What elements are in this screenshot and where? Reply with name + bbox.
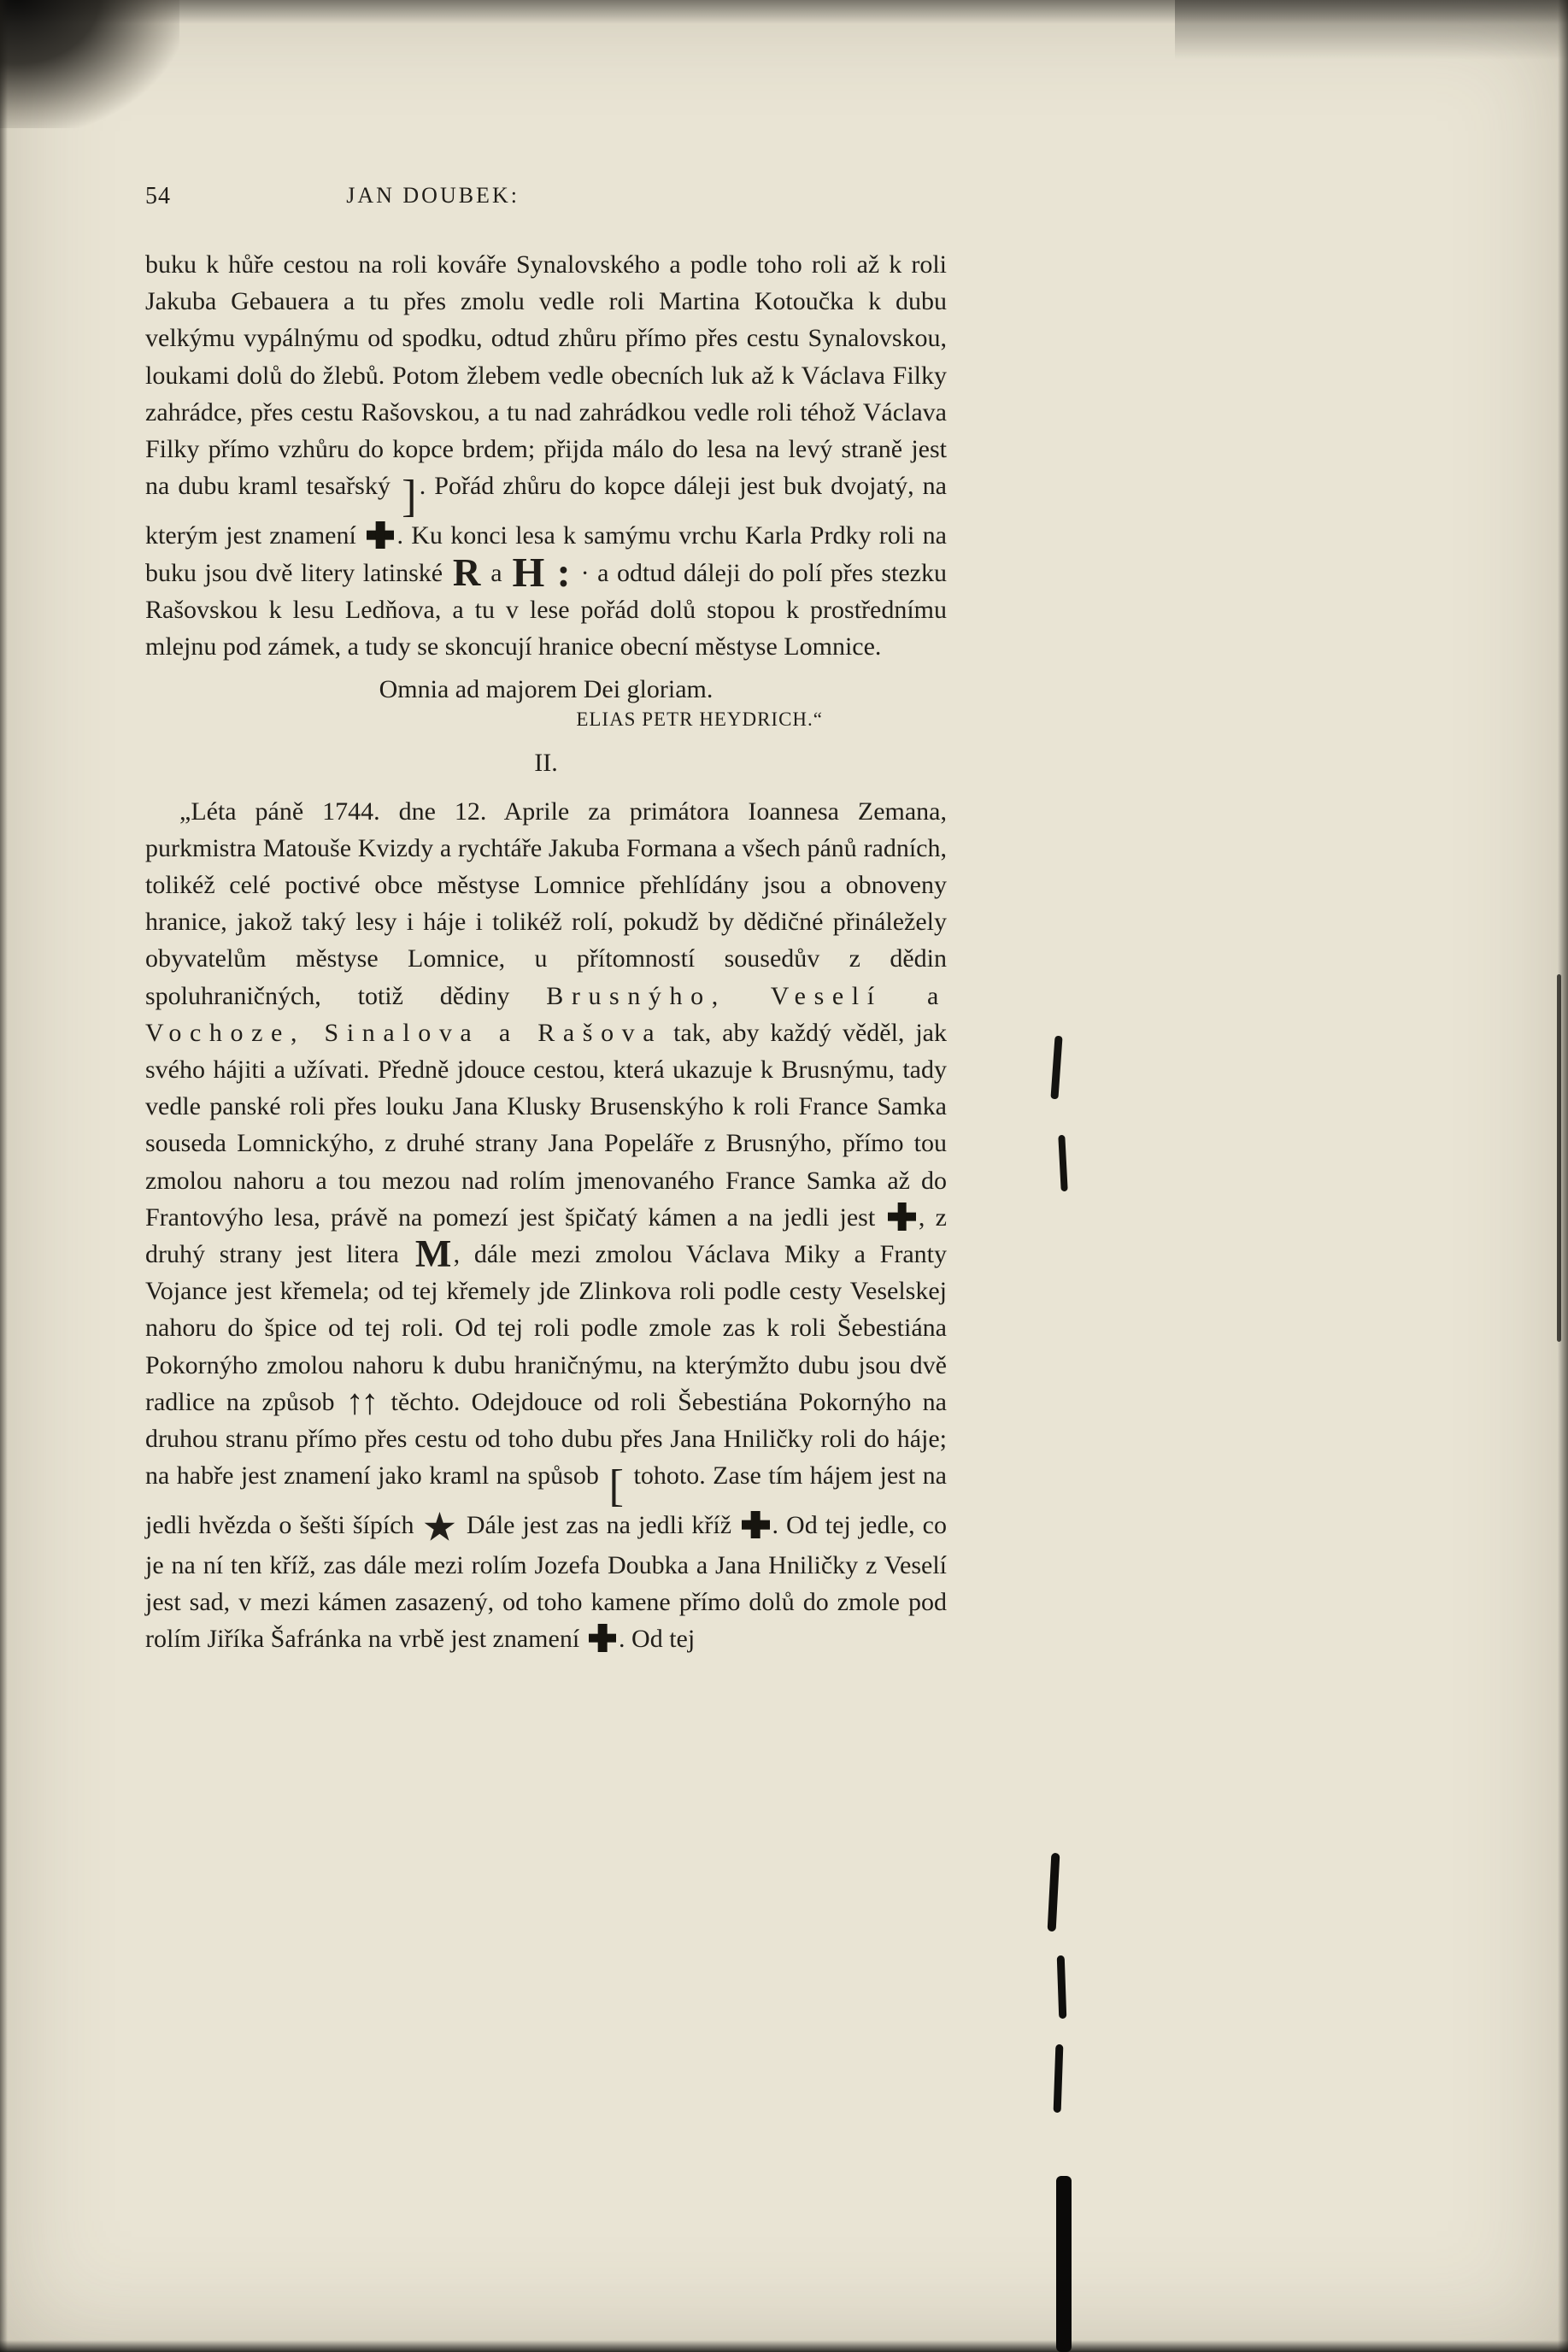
body-text: „Léta páně 1744. dne 12. Aprile za primátora Ioannesa Zemana, purkmistra Matouše Kvizdy a rychtáře Jakuba Formana a všech pánů radních, tolikéž celé poctivé obce městyse Lomnice přehlídány jsou a obnoveny hranice, jakož taký lesy i háje i tolikéž rolí, pokudž by dědičné přináležely obyvatelům městyse Lomnice, u přítomností sousedův z dědin spoluhraničných, totiž dědiny xyxy=(145,797,947,1010)
heavy-cross-icon xyxy=(742,1511,769,1538)
scan-artifact-right-edge xyxy=(1558,0,1568,2352)
scan-artifact-ink-stroke xyxy=(1050,1036,1062,1099)
scan-artifact-left-edge xyxy=(0,0,8,2352)
signature: ELIAS PETR HEYDRICH.“ xyxy=(576,708,823,730)
scan-artifact-bottom-edge xyxy=(0,2340,1568,2352)
scan-artifact-ink-bar xyxy=(1056,2176,1072,2352)
boundary-letter-m: M xyxy=(414,1232,452,1276)
body-text: , z druhý strany jest litera xyxy=(145,1202,947,1268)
village-names-spaced: Brusnýho, Veselí a Vochoze, Sinalova a Rašova xyxy=(145,981,947,1047)
running-title: JAN DOUBEK: xyxy=(346,183,520,208)
heavy-cross-icon xyxy=(589,1624,616,1651)
scan-artifact-ink-stroke xyxy=(1057,1955,1067,2019)
latin-motto: Omnia ad majorem Dei gloriam. xyxy=(379,674,714,703)
scan-artifact-top-right xyxy=(1175,0,1568,60)
page-number: 54 xyxy=(145,183,171,209)
heavy-cross-icon xyxy=(888,1202,915,1230)
body-text: · a odtud dáleji do polí přes stezku Rašovskou k lesu Ledňova, a tu v lese pořád dolů stopou k prostřednímu mlejnu pod zámek, a tudy se skoncují hranice obecní městyse Lomnice. xyxy=(145,558,947,662)
scan-artifact-top-edge xyxy=(0,0,1568,24)
text-block xyxy=(145,246,947,1657)
section-heading: II. xyxy=(534,748,558,777)
boundary-letter-r: R xyxy=(452,551,481,595)
body-text: těchto. Odejdouce od roli Šebestiána Pokornýho na druhou stranu přímo přes cestu od toho dubu přes Jana Hniličky roli do háje; na habře jest znamení jako kraml na spůsob xyxy=(145,1387,947,1491)
boundary-letter-h: H : xyxy=(512,549,571,596)
body-text: . Od tej jedle, co je na ní ten kříž, zas dále mezi rolím Jozefa Doubka a Jana Hniličky z Veselí jest sad, v mezi kámen zasazený, od toho kamene přímo dolů do zmole pod rolím Jiříka Šafránka na vrbě jest znamení xyxy=(145,1511,948,1653)
double-arrow-icon: ↑↑ xyxy=(345,1382,377,1422)
running-header xyxy=(145,183,944,217)
body-text: tohoto. Zase tím hájem jest na jedli hvězda o šešti šípích xyxy=(145,1461,947,1540)
kraml-bracket-icon: ] xyxy=(402,472,417,522)
scan-artifact-corner xyxy=(0,0,179,128)
body-text: tak, aby každý věděl, jak svého hájiti a užívati. Předně jdouce cestou, která ukazuje k Brusnýmu, tady vedle panské roli přes louku Jana Klusky Brusenskýho k roli France Samka souseda Lomnickýho, z druhé strany Jana Popeláře z Brusnýho, přímo tou zmolou nahoru a tou mezou nad rolím jmenovaného France Samka až do Frantovýho lesa, právě na pomezí jest špičatý kámen a na jedli jest xyxy=(145,1018,947,1232)
body-text: Dále jest zas na jedli kříž xyxy=(458,1511,740,1540)
scan-artifact-edge-line xyxy=(1557,974,1561,1342)
body-text: . Pořád zhůru do kopce dáleji jest buk dvojatý, na kterým jest znamení xyxy=(145,472,947,550)
scan-artifact-ink-stroke xyxy=(1058,1135,1067,1191)
scan-artifact-ink-stroke xyxy=(1048,1853,1060,1932)
kraml-bracket-icon: [ xyxy=(608,1461,624,1512)
body-text: . Ku konci lesa k samýmu vrchu Karla Prdky roli na buku jsou dvě litery latinské xyxy=(145,521,947,587)
paragraph-2 xyxy=(145,793,947,1657)
star-icon: ★ xyxy=(421,1506,459,1550)
heavy-cross-icon xyxy=(367,521,394,549)
scan-artifact-ink-stroke xyxy=(1054,2044,1064,2113)
body-text: , dále mezi zmolou Václava Miky a Franty Vojance jest křemela; od tej křemely jde Zlinkova roli podle cesty Veselskej nahoru do špice od tej roli. Od tej roli podle zmole zas k roli Šebestiána Pokornýho zmolou nahoru k dubu hraničnýmu, na kterýmžto dubu jsou dvě radlice na způsob xyxy=(145,1239,947,1416)
paragraph-1 xyxy=(145,246,947,666)
body-text: . Od tej xyxy=(619,1624,696,1653)
body-text: a xyxy=(482,558,511,587)
body-text: buku k hůře cestou na roli kováře Synalovského a podle toho roli až k roli Jakuba Gebauera a tu přes zmolu vedle roli Martina Kotoučka k dubu velkýmu vypálnýmu od spodku, odtud zhůru přímo přes cestu Synalovskou, loukami dolů do žlebů. Potom žlebem vedle obecních luk až k Václava Filky zahrádce, přes cestu Rašovskou, a tu nad zahrádkou vedle roli téhož Václava Filky přímo vzhůru do kopce brdem; přijda málo do lesa na levý straně jest na dubu kraml tesařský xyxy=(145,250,947,501)
